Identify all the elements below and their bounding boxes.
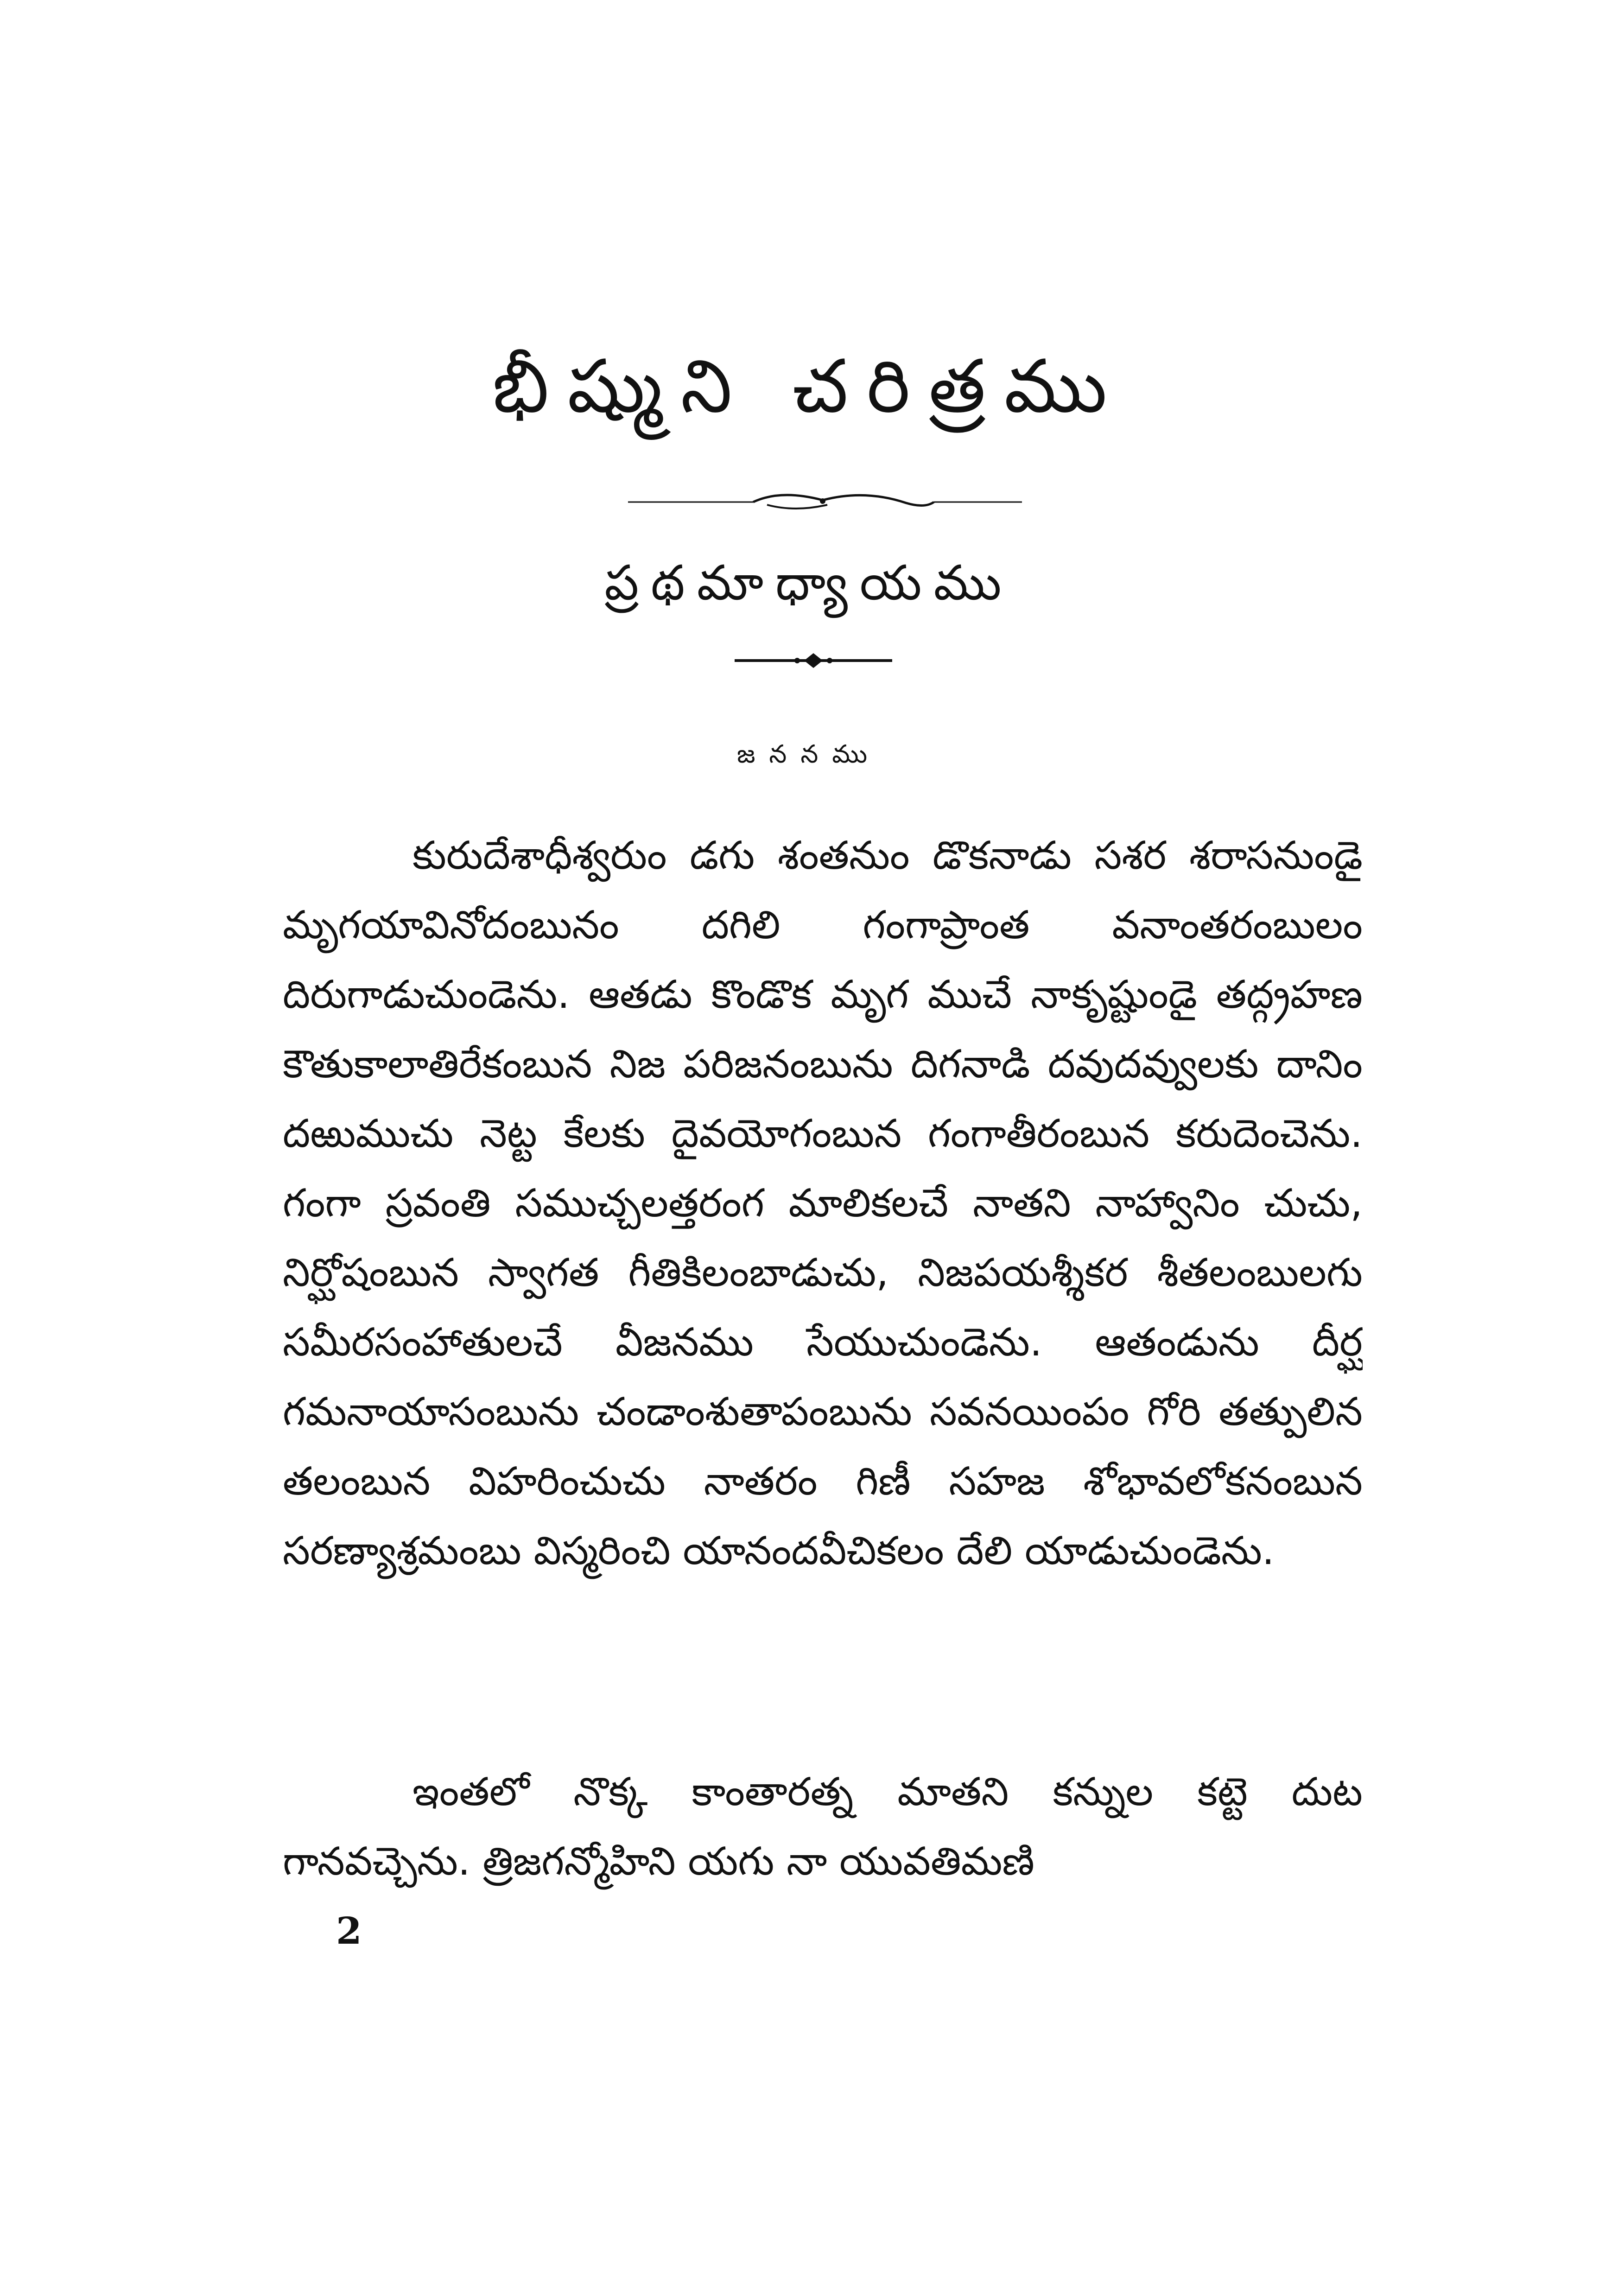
page-number: 2 <box>336 1909 362 1953</box>
chapter-subtitle: ప్రథమాధ్యాయము <box>604 554 1014 611</box>
section-heading: జననము <box>736 739 882 769</box>
title-ornament <box>628 484 1022 517</box>
chapter-title: భీష్ముని చరిత్రము <box>492 344 1126 429</box>
subtitle-ornament <box>735 647 892 674</box>
body-paragraph: కురుదేశాధీశ్వరుం డగు శంతనుం డొకనాడు సశర శరాసనుండై మృగయావినోదంబునం దగిలి గంగాప్రాంత వనాంతరంబులం దిరుగాడుచుండెను. ఆతడు కొండొక మృగ ముచే నాకృష్టుండై తద్గ్రహణ కౌతుకాలాతిరేకంబున నిజ పరిజనంబును దిగనాడి దవుదవ్వులకు దానిం దఱుముచు నెట్ట కేలకు దైవయోగంబున గంగాతీరంబున కరుదెంచెను. గంగా స్రవంతి సముచ్చలత్తరంగ మాలికలచే నాతని నాహ్వానిం చుచు, నిర్ఘోషంబున స్వాగత గీతికిలంబాడుచు, నిజపయశ్శీకర శీతలంబులగు సమీరసంహాతులచే వీజనము సేయుచుండెను. ఆతండును దీర్ఘ గమనాయాసంబును చండాంశుతాపంబును సవనయింపం గోరి తత్పులిన తలంబున విహరించుచు నాతరం గిణీ సహజ శోభావలోకనంబున సరణ్యాశ్రమంబు విస్మరించి యానందవీచికలం దేలి యాడుచుండెను. <box>283 833 1363 1573</box>
body-paragraph: ఇంతలో నొక్క కాంతారత్న మాతని కన్నుల కట్టె దుట గానవచ్చెను. త్రిజగన్మోహిని యగు నా యువతిమణి <box>283 1769 1363 1884</box>
